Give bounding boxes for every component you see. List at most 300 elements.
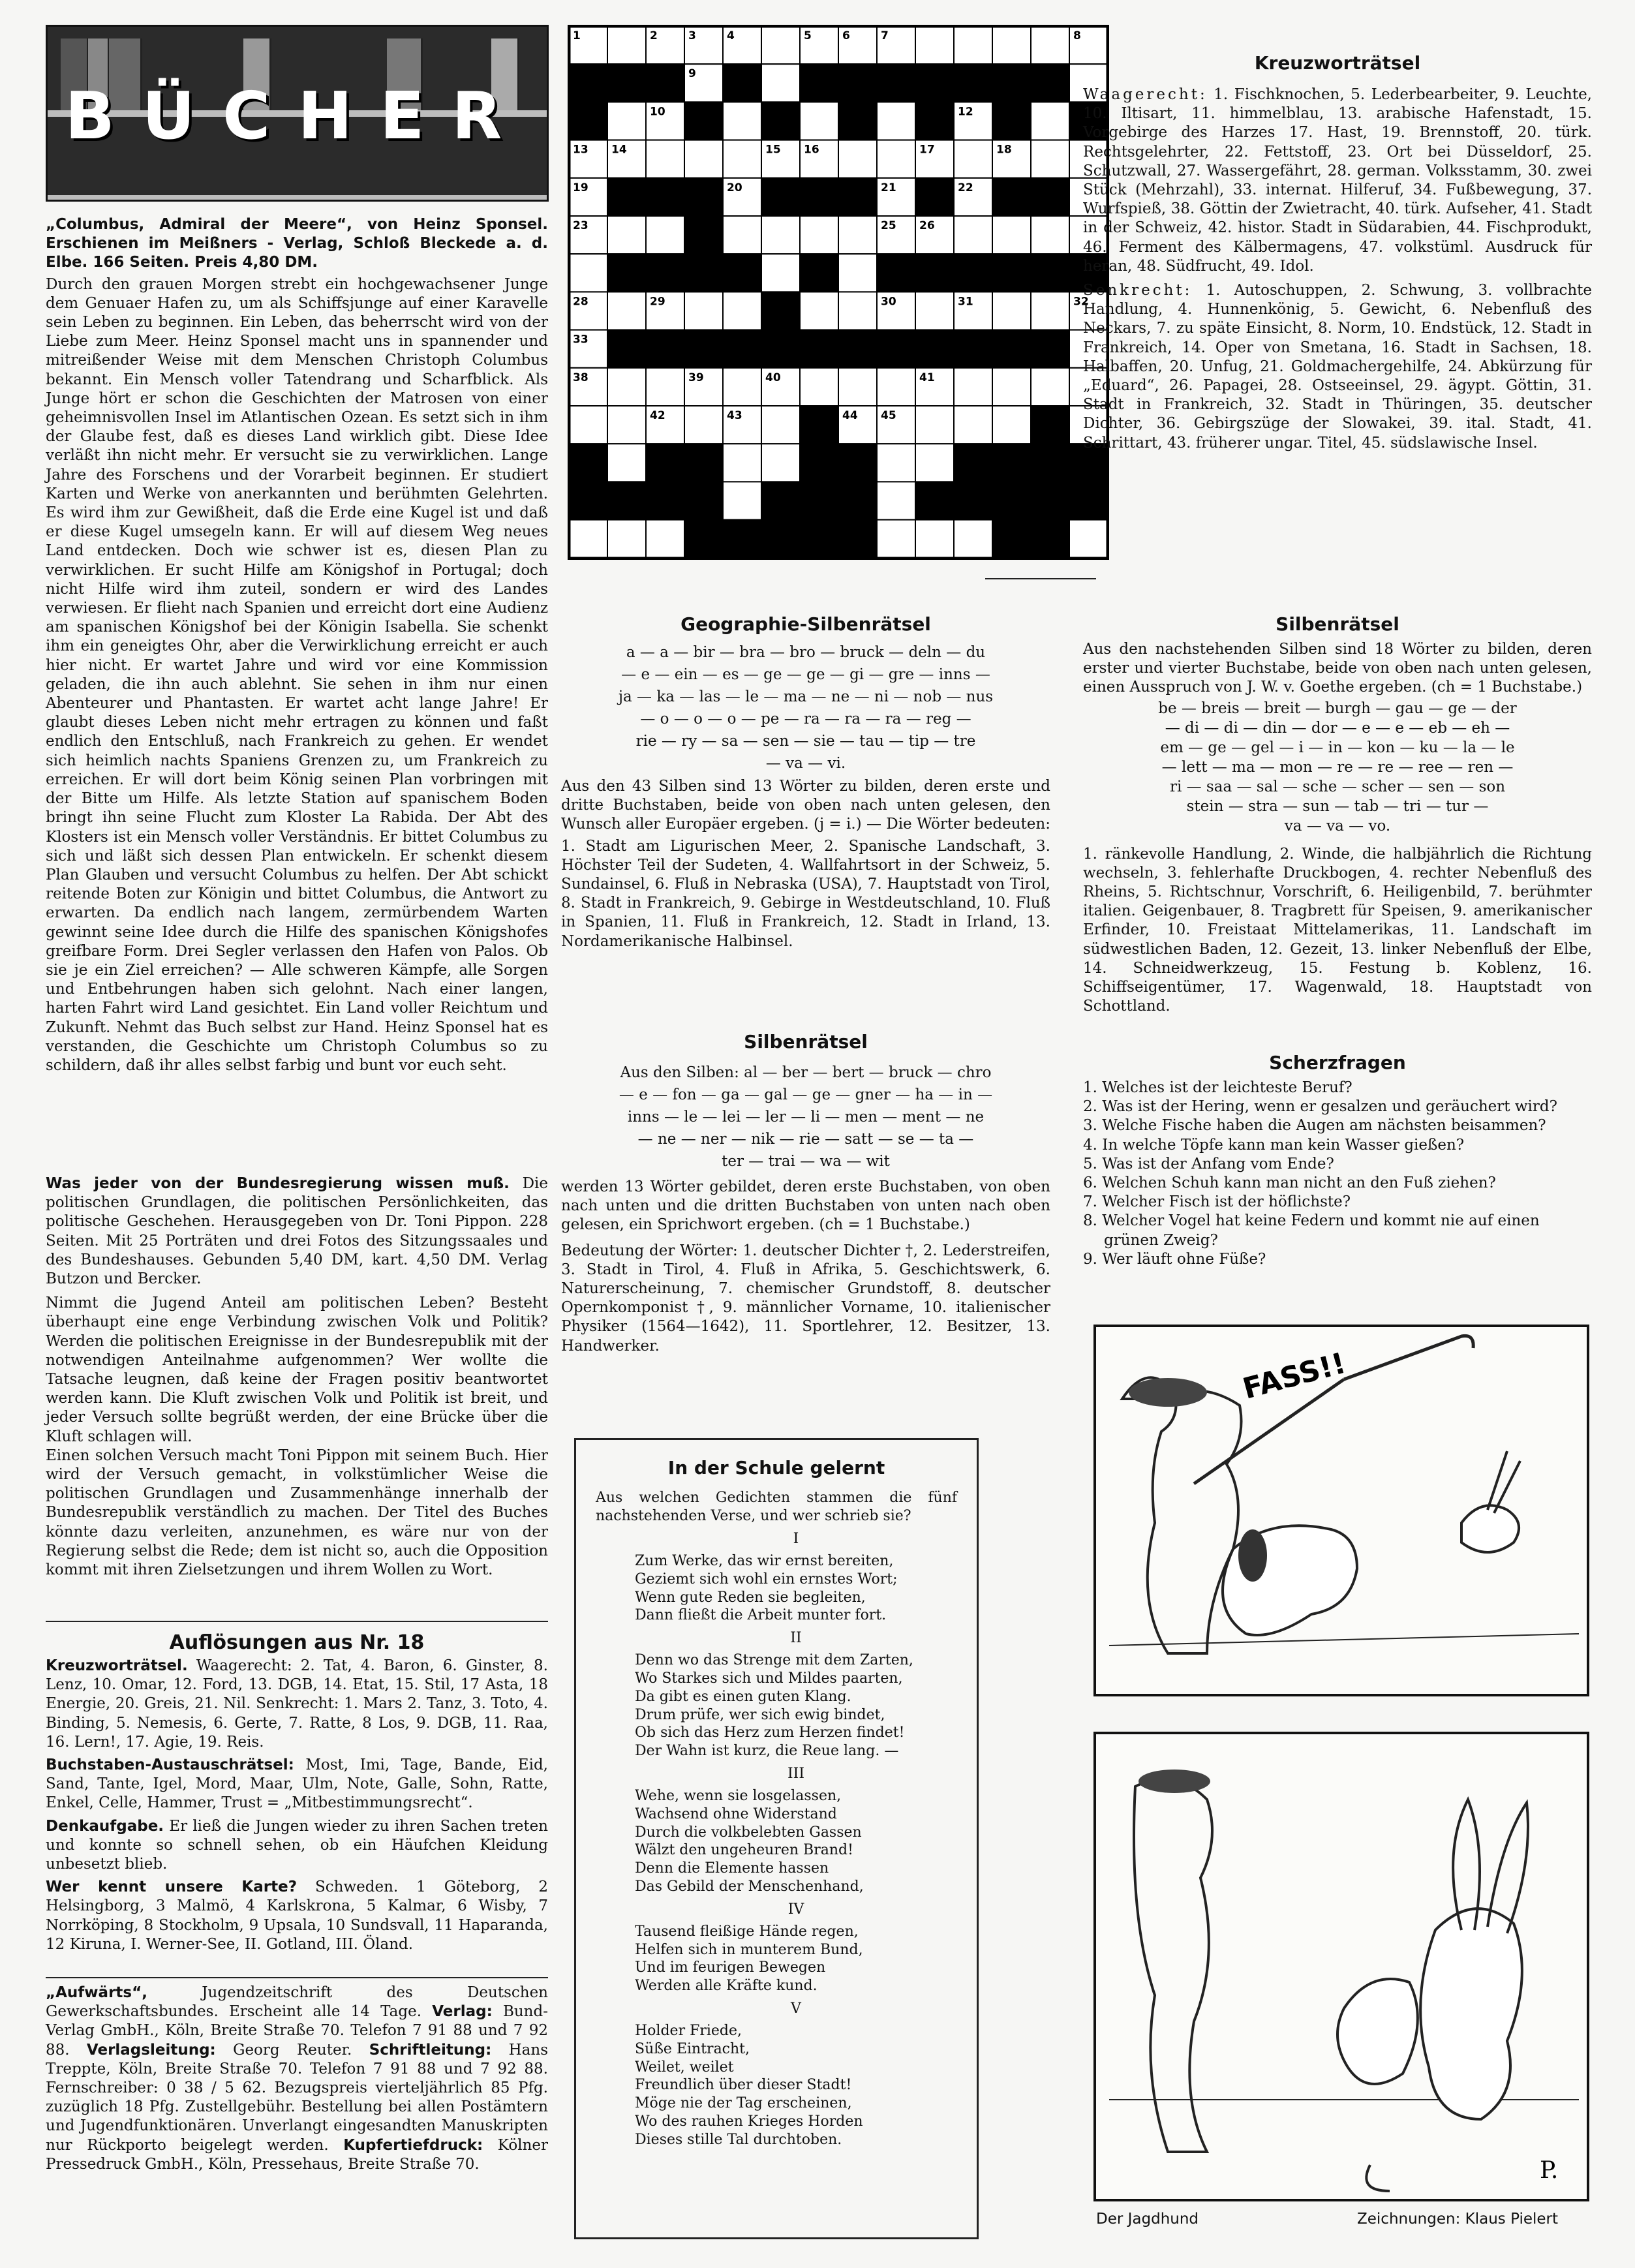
- crossword-block: [761, 102, 800, 140]
- solution-text: Waagerecht: 2. Tat, 4. Baron, 6. Ginster, 8. Lenz, 10. Omar, 12. Ford, 13. DGB, 14. Etat, 15. Stil, 17 Asta, 18 Energie, 20. Greis, 21. Nil. Senkrecht: 1. Mars 2. Tanz, 3. Toto, 4. Binding, 5. Nemesis, 6. Gerte, 7. Ratte, 8 Los, 9. DGB, 11. Raa, 16. Lern!, 17. Agie, 19. Reis.: [46, 1657, 548, 1751]
- crossword-cell[interactable]: [761, 216, 800, 254]
- crossword-cell[interactable]: [954, 26, 992, 64]
- crossword-cell[interactable]: [1031, 216, 1069, 254]
- crossword-cell[interactable]: [646, 520, 684, 558]
- joke-question: 7. Welcher Fisch ist der höflichste?: [1083, 1193, 1351, 1211]
- silben2-intro: werden 13 Wörter gebildet, deren erste Buchstaben, von oben nach unten und die dritten Buchstaben von unten nach oben gelesen, ein Sprichwort ergeben. (ch = 1 Buchstabe.): [561, 1178, 1050, 1234]
- crossword-block: [607, 178, 646, 216]
- crossword-block: [800, 444, 838, 482]
- crossword-block: [954, 482, 992, 519]
- scherz-title: Scherzfragen: [1269, 1052, 1406, 1073]
- crossword-cell[interactable]: [1031, 140, 1069, 178]
- joke-question: 8. Welcher Vogel hat keine Federn und kommt nie auf einen grünen Zweig?: [1083, 1212, 1540, 1249]
- geo-title: Geographie-Silbenrätsel: [680, 613, 931, 635]
- crossword-cell[interactable]: [915, 292, 954, 329]
- crossword-number: 38: [573, 371, 588, 384]
- syllable-line: — lett — ma — mon — re — re — ree — ren —: [1161, 758, 1514, 776]
- silben2-meanings: Bedeutung der Wörter: 1. deutscher Dichter †, 2. Lederstreifen, 3. Stadt in Tirol, 4. Fluß in Afrika, 5. Geschichtswerk, 6. Naturerscheinung, 7. chemischer Grundstoff, 8. deutscher Opernkomponist †, 9. männlicher Vorname, 10. italienischer Physiker (1564—1642), 11. Sportlehrer, 12. Besitzer, 13. Handwerker.: [561, 1242, 1050, 1355]
- crossword-cell[interactable]: [646, 216, 684, 254]
- joke-question: 5. Was ist der Anfang vom Ende?: [1083, 1155, 1334, 1172]
- book2-heading: [46, 1174, 548, 1289]
- school-poems-box: [574, 1438, 979, 2239]
- silben3-intro: Aus den nachstehenden Silben sind 18 Wörter zu bilden, deren erster und vierter Buchstabe, beide von oben nach unten gelesen, einen Ausspruch von J. W. v. Goethe ergeben. (ch = 1 Buchstabe.): [1083, 641, 1592, 696]
- crossword-number: 49: [842, 485, 858, 498]
- crossword-block: [646, 64, 684, 102]
- poem-line: Der Wahn ist kurz, die Reue lang. —: [635, 1743, 899, 1760]
- crossword-cell[interactable]: [607, 292, 646, 329]
- poem-line: Süße Eintracht,: [635, 2040, 750, 2057]
- crossword-cell[interactable]: [1031, 368, 1069, 406]
- silben3-syllables: [1083, 699, 1592, 836]
- crossword-cell[interactable]: [761, 444, 800, 482]
- solution-letters: [46, 1756, 548, 1813]
- geo-riddle: [561, 613, 1050, 951]
- crossword-cell[interactable]: [761, 26, 800, 64]
- crossword-block: [954, 64, 992, 102]
- crossword-block: [569, 102, 607, 140]
- crossword-cell[interactable]: [684, 292, 723, 329]
- cartoon-caption: Der Jagdhund: [1096, 2211, 1199, 2228]
- crossword-cell[interactable]: [1031, 26, 1069, 64]
- school-poems-inner: [576, 1440, 977, 2149]
- crossword-cell[interactable]: [954, 140, 992, 178]
- crossword-number: 15: [765, 143, 781, 157]
- joke-question: 3. Welche Fische haben die Augen am nächsten beisammen?: [1083, 1117, 1546, 1135]
- books-banner: [46, 25, 549, 202]
- crossword-block: [877, 64, 915, 102]
- crossword-number: 43: [727, 409, 742, 422]
- crossword-block: [915, 64, 954, 102]
- imprint-label: Verlag:: [432, 2003, 493, 2021]
- crossword-block: [684, 102, 723, 140]
- syllable-riddle-2: [561, 1031, 1050, 1356]
- dropped-stick: [1366, 2165, 1390, 2191]
- crossword-cell[interactable]: [607, 26, 646, 64]
- crossword-cell[interactable]: [954, 368, 992, 406]
- crossword-block: [800, 406, 838, 444]
- poem-line: Da gibt es einen guten Klang.: [635, 1688, 851, 1705]
- crossword-cell[interactable]: [723, 482, 761, 519]
- imprint-label: Kupfertiefdruck:: [343, 2136, 483, 2154]
- crossword-block: [992, 520, 1031, 558]
- crossword-number: 22: [958, 181, 973, 194]
- crossword-cell[interactable]: [1069, 520, 1108, 558]
- crossword-number: 2: [650, 29, 658, 42]
- book2-text2: Einen solchen Versuch macht Toni Pippon mit seinem Buch. Hier wird der Versuch gemacht, in volkstümlicher Weise die politischen Grundlagen und Zusammenhänge innerhalb der Bundesrepublik verständlich zu machen. Der Titel des Buches könnte dazu verleiten, anzunehmen, es wäre nur von der Regierung selbst die Rede; dem ist nicht so, auch die Opposition kommt mit ihren Zielsetzungen und ihrem Wollen zu Wort.: [46, 1447, 548, 1579]
- crossword-number: 47: [842, 447, 858, 461]
- crossword-block: [1031, 444, 1069, 482]
- shelf: [48, 195, 547, 202]
- syllable-line: be — breis — breit — burgh — gau — ge — der: [1158, 699, 1517, 717]
- crossword-block: [1031, 64, 1069, 102]
- crossword-cell[interactable]: [954, 520, 992, 558]
- crossword-block: [1031, 330, 1069, 368]
- crossword-cell[interactable]: [684, 140, 723, 178]
- syllable-line: ri — saa — sal — sche — scher — sen — son: [1169, 778, 1506, 795]
- poem-line: Dann fließt die Arbeit munter fort.: [635, 1607, 887, 1624]
- crossword-title: Kreuzworträtsel: [1254, 52, 1421, 74]
- crossword-cell[interactable]: [838, 140, 877, 178]
- crossword-cell[interactable]: [723, 292, 761, 329]
- crossword-cell[interactable]: [723, 368, 761, 406]
- crossword-number: 17: [919, 143, 935, 157]
- book2-meta: Die politischen Grundlagen, die politischen Persönlichkeiten, das politische Geschehen. Herausgegeben von Dr. Toni Pippon. 228 Seiten. Mit 25 Porträten und drei Fotos des Sitzungssaales und des Bundeshauses. Gebunden 5,40 DM, kart. 4,50 DM. Verlag Butzon und Bercker.: [46, 1175, 549, 1288]
- crossword-number: 10: [650, 105, 665, 119]
- crossword-block: [607, 254, 646, 292]
- crossword-cell[interactable]: [761, 406, 800, 444]
- crossword-number: 40: [765, 371, 781, 384]
- imprint-part: Bund-Verlag GmbH., Köln, Breite Straße 70. Telefon 7 91 88 und 7 92 88.: [46, 2003, 548, 2059]
- crossword-number: 25: [881, 219, 896, 232]
- poem-line: Durch die volkbelebten Gassen: [635, 1824, 862, 1841]
- crossword-cell[interactable]: [607, 216, 646, 254]
- hound-ear: [1238, 1529, 1267, 1582]
- syllable-line: rie — ry — sa — sen — sie — tau — tip — tre: [635, 733, 976, 750]
- poem-line: Helfen sich in munterem Bund,: [635, 1941, 863, 1958]
- poem-verses: [596, 1531, 957, 2149]
- crossword-cell[interactable]: [723, 140, 761, 178]
- silben3-meanings: 1. ränkevolle Handlung, 2. Winde, die halbjährlich die Richtung wechseln, 3. fehlerhafte Druckbogen, 4. rechter Nebenfluß des Rheins, 5. Richtschnur, Vorschrift, 6. Heiligenbild, 7. berühmter italien. Geigenbauer, 8. Tragbrett für Speisen, 9. amerikanischer Erfinder, 10. Freistaat Mittelamerikas, 11. Landschaft im südwestlichen Baden, 12. Gezeit, 13. linker Nebenfluß der Elbe, 14. Schneidwerkzeug, 15. Festung b. Koblenz, 16. Schiffseigentümer, 17. Wagenwald, 18. Hauptstadt von Schottland.: [1083, 845, 1592, 1015]
- crossword-grid: [568, 25, 1109, 560]
- walking-stick: [1344, 1336, 1473, 1379]
- crossword-cell[interactable]: [877, 368, 915, 406]
- artist-signature: P.: [1540, 2157, 1559, 2184]
- crossword-cell[interactable]: [992, 216, 1031, 254]
- poem-line: Werden alle Kräfte kund.: [635, 1978, 818, 1995]
- syllable-line: a — a — bir — bra — bro — bruck — deln — du: [626, 644, 986, 661]
- crossword-cell[interactable]: [800, 368, 838, 406]
- crossword-cell[interactable]: [915, 26, 954, 64]
- poem-line: Holder Friede,: [635, 2022, 742, 2039]
- crossword-block: [723, 520, 761, 558]
- crossword-number: 4: [727, 29, 735, 42]
- across-clues: 1. Fischknochen, 5. Lederbearbeiter, 9. Leuchte, 10. Iltisart, 11. himmelblau, 13. arabische Hafenstadt, 15. Vorgebirge des Harzes 17. Hast, 19. Brennstoff, 20. türk. Rechtsgelehrter, 22. Fettstoff, 23. Ort bei Düsseldorf, 25. Schutzwall, 27. Wassergefährt, 28. german. Volksstamm, 30. zwei Stück (Mehrzahl), 33. internat. Hilferuf, 34. Fußbewegung, 37. Wurfspieß, 38. Göttin der Zwietracht, 40. türk. Aufseher, 41. Stadt in der Schweiz, 42. histor. Stadt in Südarabien, 44. Fischprodukt, 46. Ferment des Kälbermagens, 47. volkstüml. Ausdruck für heran, 48. Südfrucht, 49. Idol.: [1083, 86, 1592, 275]
- crossword-number: 12: [958, 105, 973, 119]
- crossword-block: [877, 330, 915, 368]
- syllable-line: — di — di — din — dor — e — e — eb — eh —: [1165, 719, 1510, 737]
- crossword-cell[interactable]: [877, 140, 915, 178]
- poem-line: Wehe, wenn sie losgelassen,: [635, 1787, 842, 1804]
- syllable-line: stein — stra — sun — tab — tri — tur —: [1186, 797, 1489, 815]
- syllable-line: inns — le — lei — ler — li — men — ment — ne: [627, 1109, 985, 1126]
- crossword-cell[interactable]: [992, 368, 1031, 406]
- crossword-cell[interactable]: [607, 368, 646, 406]
- cartoon-credit: Zeichnungen: Klaus Pielert: [1357, 2211, 1558, 2228]
- crossword-block: [646, 178, 684, 216]
- syllable-line: em — ge — gel — i — in — kon — ku — la — le: [1160, 739, 1515, 756]
- crossword-block: [646, 330, 684, 368]
- across-label: Waagerecht:: [1083, 86, 1208, 103]
- crossword-number: 41: [919, 371, 935, 384]
- syllable-line: ter — trai — wa — wit: [722, 1153, 890, 1170]
- crossword-down: [1083, 281, 1592, 453]
- crossword-number: 6: [842, 29, 850, 42]
- solution-label: Denkaufgabe.: [46, 1817, 164, 1835]
- schule-intro: Aus welchen Gedichten stammen die fünf nachstehenden Verse, und wer schrieb sie?: [596, 1490, 957, 1524]
- hunter-figure: [1122, 1377, 1242, 1653]
- solutions-title: Auflösungen aus Nr. 18: [169, 1631, 425, 1654]
- crossword-block: [838, 64, 877, 102]
- crossword-cell[interactable]: [761, 254, 800, 292]
- crossword-number: 39: [688, 371, 704, 384]
- crossword-cell[interactable]: [915, 444, 954, 482]
- banner-title: BÜCHER: [65, 78, 530, 154]
- crossword-block: [569, 444, 607, 482]
- crossword-cell[interactable]: [569, 520, 607, 558]
- poem-line: Dieses stille Tal durchtoben.: [635, 2131, 842, 2148]
- silben3-title: Silbenrätsel: [1276, 613, 1399, 635]
- crossword-cell[interactable]: [684, 406, 723, 444]
- geo-meanings: 1. Stadt am Ligurischen Meer, 2. Spanische Landschaft, 3. Höchster Teil der Sudeten, 4. Wallfahrtsort in der Schweiz, 5. Sundainsel, 6. Fluß in Nebraska (USA), 7. Hauptstadt von Tirol, 8. Stadt in Frankreich, 9. Gebirge in Westdeutschland, 10. Fluß in Spanien, 11. Fluß in Frankreich, 12. Stadt in Irland, 13. Nordamerikanische Halbinsel.: [561, 837, 1050, 950]
- syllable-line: — o — o — o — pe — ra — ra — ra — reg —: [640, 711, 971, 728]
- crossword-block: [607, 64, 646, 102]
- hare-figure: [1461, 1505, 1519, 1552]
- speech-text: FASS!!: [1239, 1346, 1349, 1406]
- crossword-number: 44: [842, 409, 858, 422]
- poem-line: Denn wo das Strenge mit dem Zarten,: [635, 1652, 913, 1669]
- schule-title: In der Schule gelernt: [667, 1457, 885, 1479]
- poem-line: Das Gebild der Menschenhand,: [635, 1878, 864, 1895]
- geo-syllables: [561, 641, 1050, 774]
- hare-figure: [1420, 1908, 1522, 2119]
- crossword-block: [761, 520, 800, 558]
- crossword-number: 9: [688, 67, 696, 81]
- solution-label: Wer kennt unsere Karte?: [46, 1878, 298, 1896]
- crossword-cell[interactable]: [569, 406, 607, 444]
- crossword-block: [915, 178, 954, 216]
- syllable-line: — va — vi.: [765, 755, 846, 772]
- crossword-number: 42: [650, 409, 665, 422]
- poem-line: Drum prüfe, wer sich ewig bindet,: [635, 1706, 885, 1723]
- hunter-hat: [1138, 1770, 1210, 1793]
- cartoon-panel-1: [1093, 1325, 1589, 1696]
- crossword-cell[interactable]: [877, 482, 915, 519]
- crossword-block: [761, 292, 800, 329]
- poem-line: Wachsend ohne Widerstand: [635, 1805, 837, 1822]
- joke-question: 4. In welche Töpfe kann man kein Wasser gießen?: [1083, 1136, 1465, 1154]
- crossword-block: [954, 444, 992, 482]
- crossword-cell[interactable]: [954, 216, 992, 254]
- crossword-cell[interactable]: [800, 102, 838, 140]
- crossword-number: 48: [573, 485, 588, 498]
- divider: [46, 1977, 548, 1978]
- crossword-cell[interactable]: [877, 520, 915, 558]
- verse-number: II: [790, 1630, 802, 1647]
- crossword-block: [915, 102, 954, 140]
- syllable-line: va — va — vo.: [1284, 817, 1391, 835]
- crossword-block: [607, 330, 646, 368]
- poem-line: Tausend fleißige Hände regen,: [635, 1923, 859, 1940]
- joke-question: 9. Wer läuft ohne Füße?: [1083, 1250, 1266, 1268]
- crossword-number: 20: [727, 181, 742, 194]
- crossword-cell[interactable]: [838, 254, 877, 292]
- syllable-line: — e — fon — ga — gal — ge — gner — ha — in —: [619, 1086, 993, 1103]
- crossword-cell[interactable]: [646, 368, 684, 406]
- crossword-cell[interactable]: [646, 140, 684, 178]
- crossword-number: 19: [573, 181, 588, 194]
- syllable-line: ja — ka — las — le — ma — ne — ni — nob — nus: [618, 688, 994, 705]
- crossword-cell[interactable]: [607, 406, 646, 444]
- poem-line: Und im feurigen Bewegen: [635, 1959, 826, 1976]
- crossword-number: 8: [1073, 29, 1081, 42]
- crossword-cell[interactable]: [992, 26, 1031, 64]
- crossword-cell[interactable]: [569, 254, 607, 292]
- imprint-text: [46, 1984, 548, 2174]
- crossword-number: 31: [958, 295, 973, 309]
- crossword-block: [838, 520, 877, 558]
- crossword-cell[interactable]: [607, 520, 646, 558]
- crossword-block: [684, 482, 723, 519]
- scherz-list: [1083, 1079, 1592, 1269]
- column-left: [46, 215, 548, 1075]
- imprint-part: Georg Reuter.: [215, 2041, 369, 2059]
- crossword-number: 33: [573, 333, 588, 346]
- crossword-block: [992, 254, 1031, 292]
- crossword-number: 1: [573, 29, 581, 42]
- solution-text: Schweden. 1 Göteborg, 2 Helsingborg, 3 Malmö, 4 Karlskrona, 5 Kalmar, 6 Wisby, 7 Norrköping, 8 Stockholm, 9 Upsala, 10 Sundsvall, 11 Haparanda, 12 Kiruna, I. Werner-See, II. Gotland, III. Öland.: [46, 1878, 548, 1953]
- book1-heading: [46, 215, 548, 273]
- imprint-label: „Aufwärts“,: [46, 1984, 147, 2001]
- crossword-cell[interactable]: [838, 292, 877, 329]
- crossword-number: 7: [881, 29, 889, 42]
- geo-intro: Aus den 43 Silben sind 13 Wörter zu bilden, deren erste und dritte Buchstaben, beide von oben nach unten gelesen, den Wunsch aller Europäer ergeben. (j = i.) — Die Wörter bedeuten:: [561, 778, 1050, 833]
- imprint: [46, 1984, 548, 2174]
- crossword-block: [992, 178, 1031, 216]
- solution-text: Most, Imi, Tage, Bande, Eid, Sand, Tante, Igel, Mord, Maar, Ulm, Note, Galle, Sohn, Ratte, Enkel, Celle, Hammer, Trust = „Mitbestimmungsrecht“.: [46, 1756, 548, 1812]
- crossword-number: 23: [573, 219, 588, 232]
- crossword-block: [800, 64, 838, 102]
- crossword-number: 36: [842, 333, 858, 346]
- poem-line: Zum Werke, das wir ernst bereiten,: [635, 1553, 894, 1569]
- imprint-label: Verlagsleitung:: [86, 2041, 216, 2059]
- crossword-cell[interactable]: [723, 444, 761, 482]
- crossword-block: [1069, 482, 1108, 519]
- hare-ears: [1488, 1451, 1520, 1513]
- crossword-cell[interactable]: [800, 216, 838, 254]
- crossword-cell[interactable]: [992, 292, 1031, 329]
- crossword-number: 37: [958, 333, 973, 346]
- cartoon-drawing-2: [1096, 1734, 1587, 2199]
- crossword-cell[interactable]: [915, 520, 954, 558]
- silben2-syllables: [561, 1062, 1050, 1172]
- down-clues: 1. Autoschuppen, 2. Schwung, 3. vollbrachte Handlung, 4. Hunnenkönig, 5. Gewicht, 6. Nebenfluß des Neckars, 7. zu späte Einsicht, 8. Norm, 10. Endstück, 12. Stadt in Frankreich, 14. Oper von Smetana, 16. Stadt in Sachsen, 18. Halbaffen, 20. Unfug, 21. Goldmachergehilfe, 24. Abkürzung für „Eduard“, 26. Papagei, 28. Ostseeinsel, 29. ägypt. Göttin, 31. Stadt in Frankreich, 32. Stadt in Thüringen, 35. deutscher Dichter, 36. Gebirgszüge der Slowakei, 39. ital. Stadt, 41. Schrittart, 43. früherer ungar. Titel, 45. südslawische Insel.: [1083, 282, 1592, 452]
- crossword-number: 26: [919, 219, 935, 232]
- crossword-block: [992, 444, 1031, 482]
- crossword-number: 46: [688, 447, 704, 461]
- crossword-block: [684, 178, 723, 216]
- crossword-block: [915, 482, 954, 519]
- crossword-block: [569, 64, 607, 102]
- poem-line: Weilet, weilet: [635, 2059, 734, 2076]
- poem-line: Wälzt den ungeheuren Brand!: [635, 1842, 853, 1859]
- poem-line: Wenn gute Reden sie begleiten,: [635, 1589, 866, 1606]
- crossword-block: [915, 254, 954, 292]
- crossword-number: 13: [573, 143, 588, 157]
- divider: [985, 578, 1096, 579]
- syllable-riddle-3: [1083, 613, 1592, 1016]
- crossword-block: [800, 254, 838, 292]
- crossword-block: [954, 254, 992, 292]
- hunter-figure: [1134, 1779, 1212, 2152]
- crossword-cell[interactable]: [1031, 102, 1069, 140]
- verse-number: I: [793, 1531, 799, 1547]
- crossword-cell[interactable]: [607, 102, 646, 140]
- syllable-line: — ne — ner — nik — rie — satt — se — ta —: [637, 1131, 974, 1148]
- poem-line: Geziemt sich wohl ein ernstes Wort;: [635, 1571, 898, 1587]
- crossword-cell[interactable]: [915, 406, 954, 444]
- crossword-number: 5: [804, 29, 812, 42]
- crossword-clues: [1083, 52, 1592, 453]
- crossword-cell[interactable]: [723, 216, 761, 254]
- crossword-block: [1031, 406, 1069, 444]
- crossword-block: [646, 444, 684, 482]
- cartoon-drawing-1: [1096, 1327, 1587, 1694]
- silben2-title: Silbenrätsel: [744, 1031, 868, 1052]
- crossword-across: [1083, 85, 1592, 276]
- solution-map: [46, 1878, 548, 1954]
- poem-line: Denn die Elemente hassen: [635, 1860, 829, 1877]
- crossword-cell[interactable]: [607, 444, 646, 482]
- crossword-cell[interactable]: [838, 368, 877, 406]
- verse-number: IV: [787, 1901, 804, 1918]
- solution-crossword: [46, 1657, 548, 1752]
- crossword-block: [877, 254, 915, 292]
- crossword-cell[interactable]: [723, 102, 761, 140]
- book1-text: Durch den grauen Morgen strebt ein hochgewachsener Junge dem Genuaer Hafen zu, um als Schiffsjunge auf einer Karavelle sein Leben zu beginnen. Ein Leben, das beherrscht wird von der Liebe zum Meer. Heinz Sponsel macht uns in spannender und mitreißender Weise mit dem Menschen Christoph Columbus bekannt. Ein Mensch voller Tatendrang und Scharfblick. Als Junge hört er schon die Geschichten der Matrosen von einer geheimnisvollen Insel im Atlantischen Ozean. Es setzt sich in ihm der Glaube fest, daß es dieses Land wirklich gibt. Diese Idee verläßt ihn nicht mehr. Er versucht sie zu verwirklichen. Lange Jahre des Forschens und der Vorarbeit beginnen. Er studiert Karten und Werke von anerkannten und berühmten Gelehrten. Es wird ihm zur Gewißheit, daß die Erde eine Kugel ist und daß er diese Kugel umsegeln kann. Er will auf diesem Weg neues Land entdecken. Doch wie schwer ist es, diesen Plan zu verwirklichen. Er sucht Hilfe am Königshof in Portugal; doch nicht Hilfe wird ihm zuteil, sondern er wird des Landes verwiesen. Er flieht nach Spanien und erreicht dort eine Audienz am spanischen Königshof bei der Königin Isabella. Sie schenkt ihm ein geneigtes Ohr, aber die Verwirklichung erreicht er auch hier nicht. Er wartet Jahre und wird vor eine Kommission geladen, die ihn auch ablehnt. Sie sehen in ihm nur einen Abenteurer und Phantasten. Er wartet acht lange Jahre! Er glaubt dieses Leben nicht mehr ertragen zu können und faßt endlich den Entschluß, nach Frankreich zu gehen. Er wendet sich heimlich nachts Spaniens Grenzen zu, um Frankreich zu erreichen. Er will dort beim König seinen Plan vorbringen mit der Bitte um Hilfe. Als letzte Station auf spanischem Boden bringt ihn seine Flucht zum Kloster La Rabida. Der Abt des Klosters ist ein Mensch voller Verständnis. Er bittet Columbus zu sich und läßt sich dessen Plan entwickeln. Er schenkt diesem Plan Glauben und versucht Columbus zu helfen. Der Abt schickt reitende Boten zur Königin und bittet Columbus, die Antwort zu erwarten. Da endlich nach langem, zermürbendem Warten gewinnt seine Idee durch die Hilfe des spanischen Königshofes greifbare Form. Drei Segler verlassen den Hafen von Palos. Ob sie je ein Ziel erreichen? — Alle schweren Kämpfe, alle Sorgen und Entbehrungen haben sich gelohnt. Nach einer langen, harten Fahrt wird Land gesichtet. Ein Land voller Reichtum und Zukunft. Nehmt das Buch selbst zur Hand. Heinz Sponsel hat es verstanden, die Geschichte um Christoph Columbus so zu schildern, daß ihr alles selbst farbig und bunt vor euch seht.: [46, 275, 548, 1074]
- down-label: Senkrecht:: [1083, 282, 1193, 299]
- crossword-block: [800, 330, 838, 368]
- crossword-cell[interactable]: [877, 102, 915, 140]
- crossword-block: [915, 330, 954, 368]
- crossword-block: [1031, 178, 1069, 216]
- solution-puzzle: [46, 1817, 548, 1875]
- crossword-number: 18: [996, 143, 1012, 157]
- cartoon-panel-2: [1093, 1732, 1589, 2201]
- book2-text: Nimmt die Jugend Anteil am politischen Leben? Besteht überhaupt eine enge Verbindung zwischen Volk und Politik? Werden die politischen Ereignisse in der Bundesrepublik mit der notwendigen Anteilnahme aufgenommen? Wer wollte die Tatsache leugnen, daß keine der Fragen positiv beantwortet werden kann. Die Kluft zwischen Volk und Politik ist breit, und jeder Versuch sollte begrüßt werden, der eine Brücke über die Kluft schlagen will.: [46, 1295, 548, 1445]
- poem-line: Ob sich das Herz zum Herzen findet!: [635, 1724, 905, 1741]
- crossword-cell[interactable]: [761, 64, 800, 102]
- solution-label: Buchstaben-Austauschrätsel:: [46, 1756, 294, 1774]
- crossword-number: 14: [611, 143, 627, 157]
- crossword-number: 28: [573, 295, 588, 309]
- crossword-cell[interactable]: [877, 444, 915, 482]
- crossword-number: 11: [842, 105, 858, 119]
- crossword-block: [1031, 254, 1069, 292]
- crossword-block: [761, 482, 800, 519]
- crossword-number: 32: [1073, 295, 1089, 309]
- crossword-cell[interactable]: [800, 292, 838, 329]
- imprint-part: Kölner Pressedruck GmbH., Köln, Pressehaus, Breite Straße 70.: [46, 2136, 548, 2173]
- verse-number: III: [787, 1765, 805, 1782]
- crossword-number: 24: [688, 219, 704, 232]
- hound-figure: [1337, 1979, 1418, 2084]
- crossword-cell[interactable]: [954, 406, 992, 444]
- crossword-block: [607, 482, 646, 519]
- crossword-cell[interactable]: [838, 216, 877, 254]
- solutions-section: [46, 1631, 548, 1954]
- crossword-number: 27: [688, 257, 704, 271]
- solution-text: Er ließ die Jungen wieder zu ihren Sachen treten und konnte so schnell sehen, ob ein Häufchen Kleidung unbesetzt blieb.: [46, 1817, 548, 1873]
- crossword-number: 35: [765, 333, 781, 346]
- crossword-block: [1031, 482, 1069, 519]
- crossword-cell[interactable]: [992, 406, 1031, 444]
- crossword-block: [800, 520, 838, 558]
- joke-question: 2. Was ist der Hering, wenn er gesalzen und geräuchert wird?: [1083, 1098, 1557, 1116]
- crossword-block: [992, 64, 1031, 102]
- crossword-cell[interactable]: [1031, 292, 1069, 329]
- crossword-block: [646, 482, 684, 519]
- book1-title: „Columbus, Admiral der Meere“, von Heinz Sponsel. Erschienen im Meißners - Verlag, Schloß Bleckede a. d. Elbe. 166 Seiten. Preis 4,80 DM.: [46, 216, 548, 271]
